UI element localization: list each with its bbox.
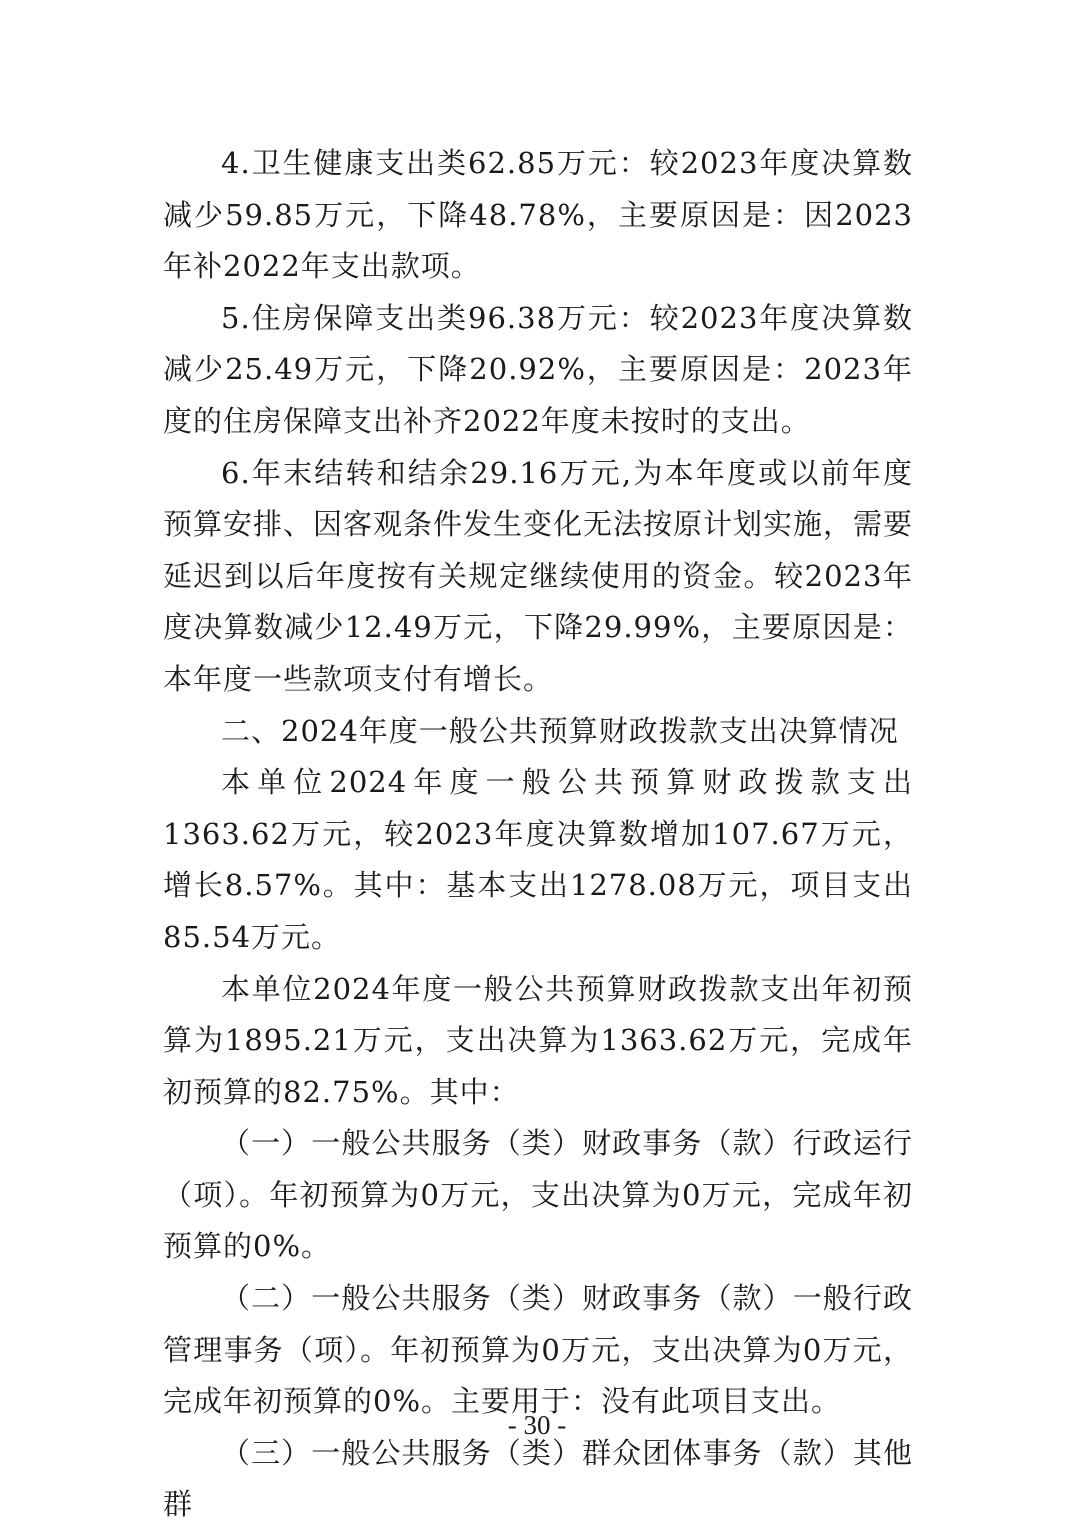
paragraph-item-three: （三）一般公共服务（类）群众团体事务（款）其他群 — [163, 1435, 913, 1522]
page-number: - 30 - — [507, 1410, 567, 1440]
paragraph-item-one: （一）一般公共服务（类）财政事务（款）行政运行（项）。年初预算为0万元，支出决算为0万元，完成年初预算的0%。 — [163, 1126, 913, 1264]
paragraph-item-two: （二）一般公共服务（类）财政事务（款）一般行政管理事务（项）。年初预算为0万元，支出决算为0万元，完成年初预算的0%。主要用于：没有此项目支出。 — [163, 1281, 913, 1419]
document-body — [163, 138, 913, 1531]
paragraph-year-end-balance: 6.年末结转和结余29.16万元,为本年度或以前年度预算安排、因客观条件发生变化无法按原计划实施，需要延迟到以后年度按有关规定继续使用的资金。较2023年度决算数减少12.49万元，下降29.99%，主要原因是：本年度一些款项支付有增长。 — [163, 455, 914, 696]
paragraph-total-expenditure: 本单位2024年度一般公共预算财政拨款支出1363.62万元，较2023年度决算数增加107.67万元，增长8.57%。其中：基本支出1278.08万元，项目支出85.54万元。 — [163, 765, 913, 954]
section-heading: 二、2024年度一般公共预算财政拨款支出决算情况 — [221, 713, 899, 748]
paragraph-housing-expenditure: 5.住房保障支出类96.38万元：较2023年度决算数减少25.49万元，下降20.92%，主要原因是：2023年度的住房保障支出补齐2022年度未按时的支出。 — [163, 300, 913, 438]
paragraph-health-expenditure: 4.卫生健康支出类62.85万元：较2023年度决算数减少59.85万元，下降48.78%，主要原因是：因2023年补2022年支出款项。 — [163, 146, 913, 284]
paragraph-initial-budget: 本单位2024年度一般公共预算财政拨款支出年初预算为1895.21万元，支出决算为1363.62万元，完成年初预算的82.75%。其中： — [163, 971, 913, 1109]
